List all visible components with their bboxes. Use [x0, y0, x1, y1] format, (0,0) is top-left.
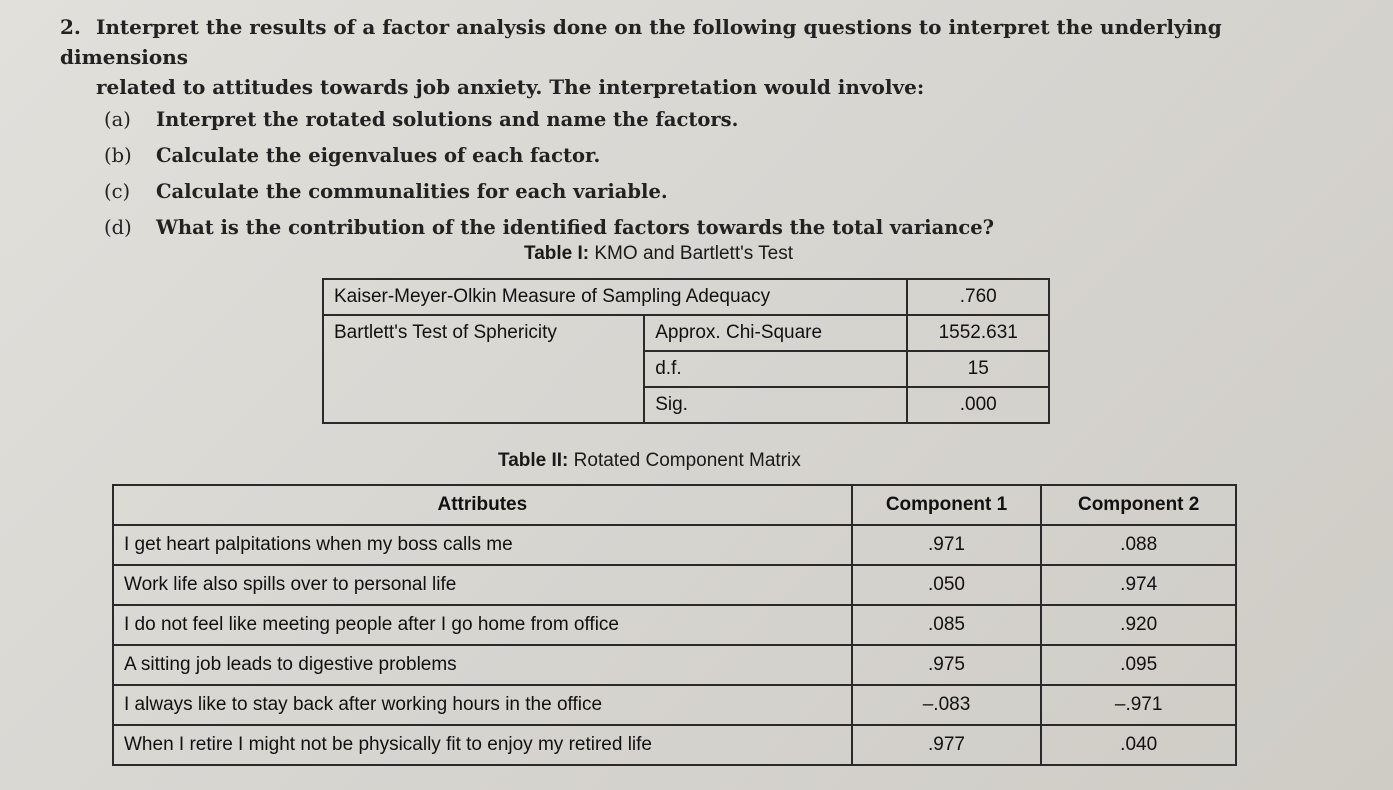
bartlett-label: Bartlett's Test of Sphericity — [323, 315, 644, 423]
kmo-value: .760 — [907, 279, 1049, 315]
sub-question-tag: (c) — [104, 180, 131, 203]
table1-caption-text: KMO and Bartlett's Test — [589, 243, 794, 264]
sub-question-tag: (d) — [104, 216, 132, 239]
bartlett-stat-label: Sig. — [644, 387, 907, 423]
question-block — [60, 12, 1350, 246]
header-attributes: Attributes — [113, 485, 852, 525]
question-line-2: related to attitudes towards job anxiety. The interpretation would involve: — [96, 75, 925, 99]
component-1-cell: .971 — [852, 525, 1042, 565]
attribute-cell: I always like to stay back after working hours in the office — [113, 685, 852, 725]
component-2-cell: .095 — [1041, 645, 1236, 685]
table-row — [113, 565, 1236, 605]
component-2-cell: .974 — [1041, 565, 1236, 605]
table2-caption — [498, 450, 801, 472]
kmo-bartlett-table — [322, 278, 1050, 424]
attribute-cell: I do not feel like meeting people after I go home from office — [113, 605, 852, 645]
table1-caption-label: Table I: — [524, 243, 590, 264]
sub-question-text: Calculate the communalities for each variable. — [156, 180, 668, 203]
table1-caption — [524, 243, 793, 265]
sub-question-text: Calculate the eigenvalues of each factor. — [156, 144, 601, 167]
sub-question-b — [60, 138, 1350, 174]
component-1-cell: –.083 — [852, 685, 1042, 725]
attribute-cell: I get heart palpitations when my boss calls me — [113, 525, 852, 565]
table-row — [113, 645, 1236, 685]
component-2-cell: –.971 — [1041, 685, 1236, 725]
component-1-cell: .085 — [852, 605, 1042, 645]
table2-caption-text: Rotated Component Matrix — [568, 450, 801, 471]
header-component-1: Component 1 — [852, 485, 1042, 525]
kmo-label: Kaiser-Meyer-Olkin Measure of Sampling Adequacy — [323, 279, 907, 315]
bartlett-stat-value: 15 — [907, 351, 1049, 387]
question-line-1 — [60, 12, 1350, 72]
component-1-cell: .975 — [852, 645, 1042, 685]
table-row — [113, 725, 1236, 765]
bartlett-stat-label: Approx. Chi-Square — [644, 315, 907, 351]
component-2-cell: .040 — [1041, 725, 1236, 765]
rotated-component-matrix — [112, 484, 1237, 766]
question-number: 2. — [60, 15, 81, 39]
attribute-cell: When I retire I might not be physically fit to enjoy my retired life — [113, 725, 852, 765]
sub-question-c — [60, 174, 1350, 210]
component-1-cell: .050 — [852, 565, 1042, 605]
sub-question-text: Interpret the rotated solutions and name the factors. — [156, 108, 739, 131]
table-row — [323, 279, 1049, 315]
header-component-2: Component 2 — [1041, 485, 1236, 525]
sub-question-text: What is the contribution of the identified factors towards the total variance? — [156, 216, 995, 239]
attribute-cell: Work life also spills over to personal life — [113, 565, 852, 605]
table-row — [113, 525, 1236, 565]
table-row — [323, 315, 1049, 351]
bartlett-stat-value: .000 — [907, 387, 1049, 423]
table2-caption-label: Table II: — [498, 450, 569, 471]
bartlett-stat-label: d.f. — [644, 351, 907, 387]
question-text-1: Interpret the results of a factor analysis done on the following questions to interpret the underlying dimensions — [60, 15, 1222, 69]
table-header-row — [113, 485, 1236, 525]
sub-question-a — [60, 102, 1350, 138]
attribute-cell: A sitting job leads to digestive problems — [113, 645, 852, 685]
sub-question-tag: (b) — [104, 144, 132, 167]
component-1-cell: .977 — [852, 725, 1042, 765]
component-2-cell: .920 — [1041, 605, 1236, 645]
table-row — [113, 605, 1236, 645]
sub-question-d — [60, 210, 1350, 246]
component-2-cell: .088 — [1041, 525, 1236, 565]
sub-question-tag: (a) — [104, 108, 131, 131]
bartlett-stat-value: 1552.631 — [907, 315, 1049, 351]
table-row — [113, 685, 1236, 725]
